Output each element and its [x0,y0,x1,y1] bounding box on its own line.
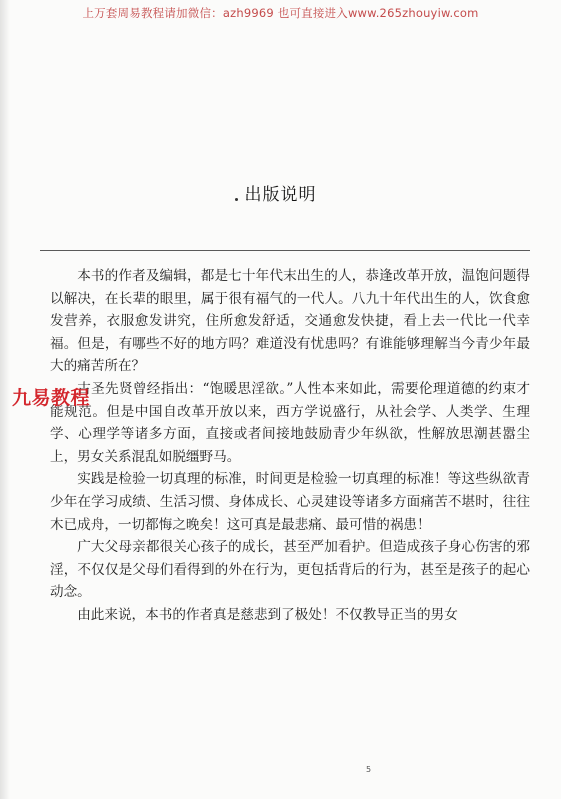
scan-edge-shadow [0,0,10,799]
paragraph-3: 实践是检验一切真理的标准，时间更是检验一切真理的标准！等这些纵欲青少年在学习成绩、生活习惯、身体成长、心灵建设等诸多方面痛苦不堪时，往往木已成舟，一切都悔之晚矣！这可真是最悲痛、最可惜的祸患！ [50,471,530,533]
page-number: 5 [366,765,372,774]
paragraph-5: 由此来说，本书的作者真是慈悲到了极处！不仅教导正当的男女 [77,606,458,623]
paragraph-2: 古圣先贤曾经指出：“饱暖思淫欲。”人性本来如此，需要伦理道德的约束才能规范。但是中国自改革开放以来，西方学说盛行，从社会学、人类学、生理学、心理学等诸多方面，直接或者间接地鼓励青少年纵欲，性解放思潮甚嚣尘上，男女关系混乱如脱缰野马。 [50,380,530,465]
page-title: 出版说明 [244,185,317,205]
scan-speck [235,198,238,201]
paragraph-1: 本书的作者及编辑，都是七十年代末出生的人，恭逢改革开放，温饱问题得以解决，在长辈的眼里，属于很有福气的一代人。八九十年代出生的人，饮食愈发营养，衣服愈发讲究，住所愈发舒适，交通愈发快捷，看上去一代比一代幸福。但是，有哪些不好的地方吗？难道没有忧患吗？有谁能够理解当今青少年最大的痛苦所在？ [50,268,530,375]
paragraph-4: 广大父母亲都很关心孩子的成长，甚至严加看护。但造成孩子身心伤害的邪淫，不仅仅是父母们看得到的外在行为，更包括背后的行为，甚至是孩子的起心动念。 [50,539,530,601]
title-divider [40,250,530,251]
body-text [50,265,530,627]
watermark-logo: 九易教程 [12,387,91,409]
header-promo-note: 上万套周易教程请加微信：azh9969 也可直接进入www.265zhouyiw.com [82,6,479,20]
